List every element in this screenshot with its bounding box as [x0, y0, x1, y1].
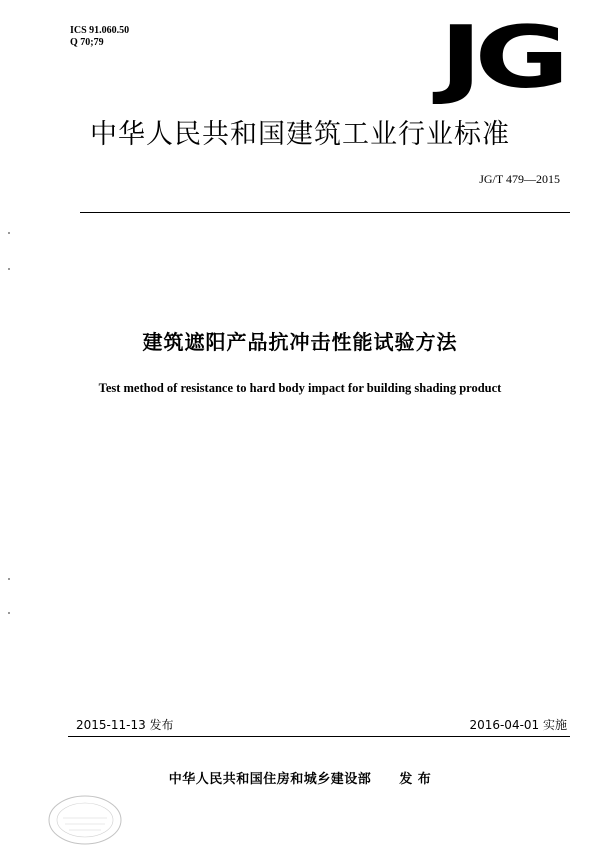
standard-number: JG/T 479—2015 — [479, 172, 560, 186]
margin-mark — [8, 612, 10, 614]
classification-codes — [70, 25, 129, 49]
margin-mark — [8, 268, 10, 270]
jg-logo: JG — [439, 8, 562, 108]
footer-divider — [68, 736, 570, 737]
publisher-action: 发 布 — [399, 772, 432, 787]
document-title-english: Test method of resistance to hard body impact for building shading product — [98, 381, 502, 395]
margin-mark — [8, 232, 10, 234]
document-title-chinese: 建筑遮阳产品抗冲击性能试验方法 — [142, 330, 458, 354]
library-stamp-icon — [45, 788, 125, 848]
margin-mark — [8, 578, 10, 580]
implementation-date: 2016-04-01 实施 — [469, 718, 567, 732]
ccs-code: Q 70;79 — [70, 37, 104, 48]
ics-code: ICS 91.060.50 — [70, 25, 130, 36]
publisher-line — [0, 768, 600, 787]
issue-date: 2015-11-13 发布 — [76, 718, 174, 732]
publisher-name: 中华人民共和国住房和城乡建设部 — [168, 772, 372, 787]
standard-category-title: 中华人民共和国建筑工业行业标准 — [90, 119, 510, 150]
header-divider — [80, 212, 570, 213]
